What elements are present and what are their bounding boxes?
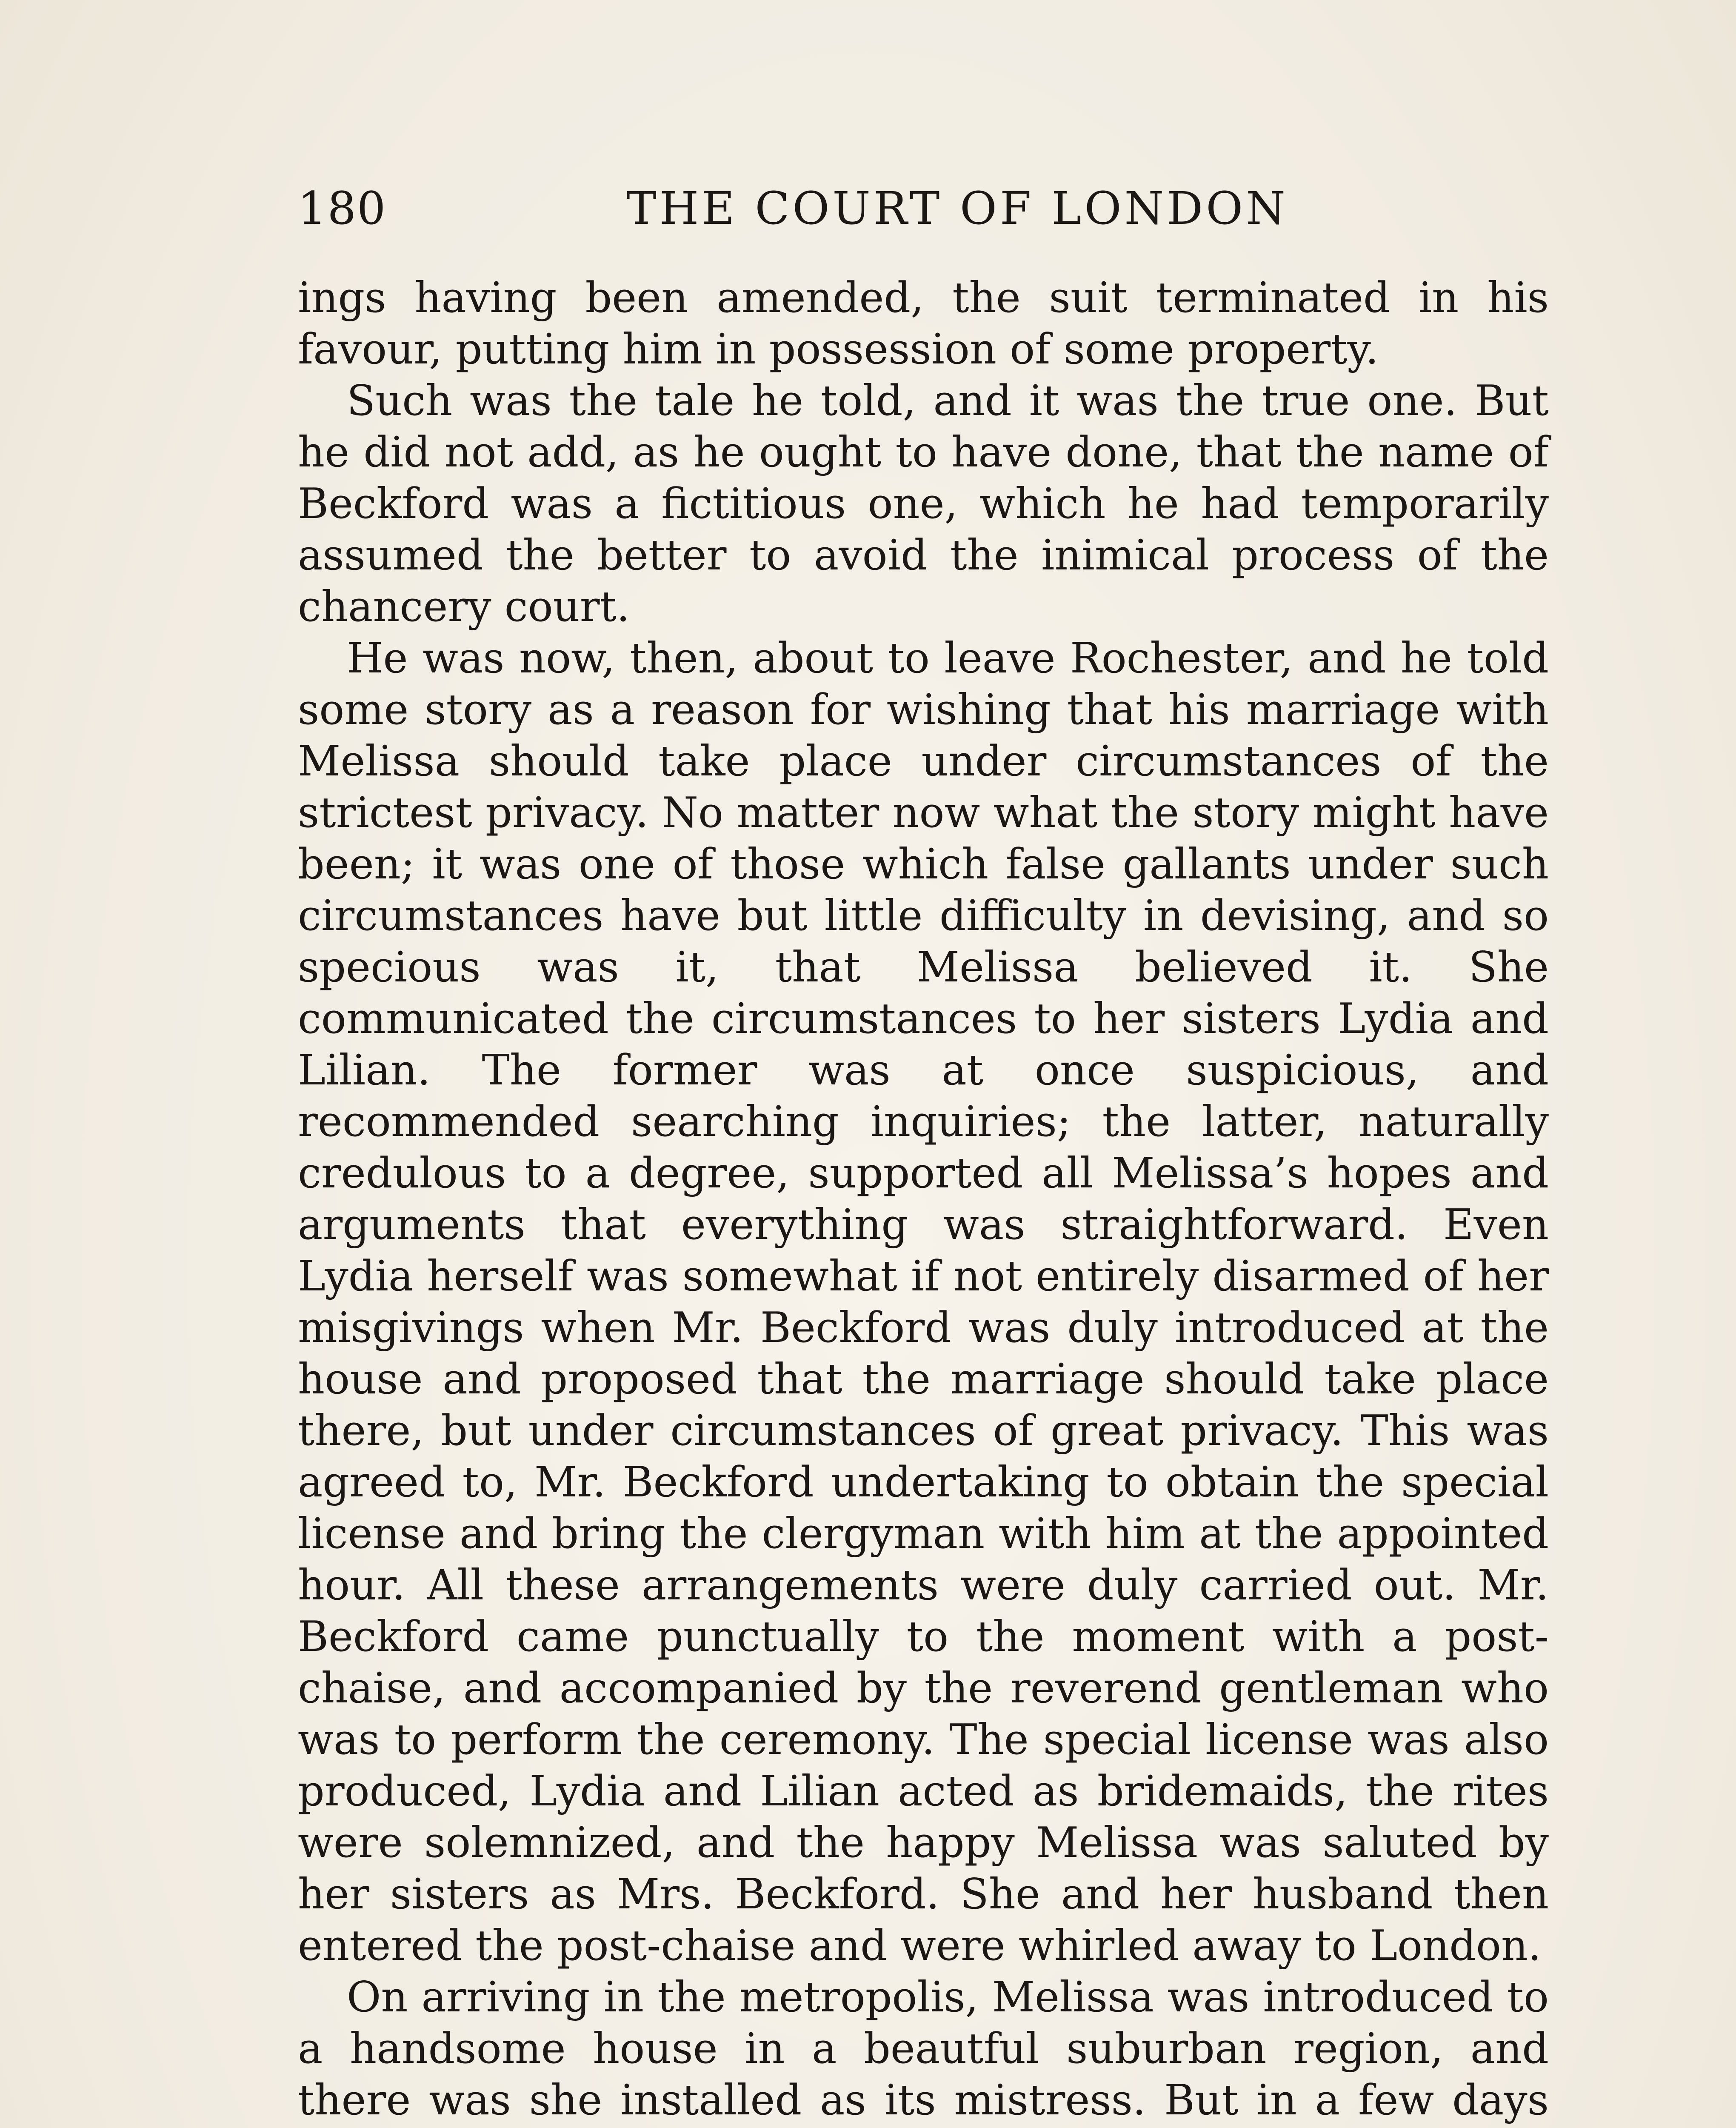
running-title: THE COURT OF LONDON [626,182,1288,235]
page-header [298,177,1549,240]
page-number: 180 [298,182,387,235]
paragraph: On arriving in the metropolis, Melissa was introduced to a handsome house in a beautful suburban region, and there was she installed as its mistress. But in a few days [298,1973,1549,2125]
paragraph: Such was the tale he told, and it was the true one. But he did not add, as he ought to have done, that the name of Beckford was a fictitious one, which he had temporarily assumed the better to avoid the inimical process of the chancery court. [298,377,1549,631]
paragraph: He was now, then, about to leave Rochester, and he told some story as a reason for wishing that his marriage with Melissa should take place under circumstances of the strictest privacy. No matter now what the story might have been; it was one of those which false gallants under such circumstances have but little difficulty in devising, and so specious was it, that Melissa believed it. She communicated the circumstances to her sisters Lydia and Lilian. The former was at once suspicious, and recommended searching inquiries; the latter, naturally credulous to a degree, supported all Melissa’s hopes and arguments that everything was straightforward. Even Lydia herself was somewhat if not entirely disarmed of her misgivings when Mr. Beckford was duly introduced at the house and proposed that the marriage should take place there, but under circumstances of great privacy. This was agreed to, Mr. Beckford undertaking to obtain the special license and bring the clergyman with him at the appointed hour. All these arrangements were duly carried out. Mr. Beckford came punctually to the moment with a post-chaise, and accompanied by the reverend gentleman who was to perform the ceremony. The special license was also produced, Lydia and Lilian acted as bridemaids, the rites were solemnized, and the happy Melissa was saluted by her sisters as Mrs. Beckford. She and her husband then entered the post-chaise and were whirled away to London. [298,634,1549,1970]
body-text [298,272,1549,2128]
paragraph-continued: ings having been amended, the suit terminated in his favour, putting him in possession of some property. [298,274,1549,374]
